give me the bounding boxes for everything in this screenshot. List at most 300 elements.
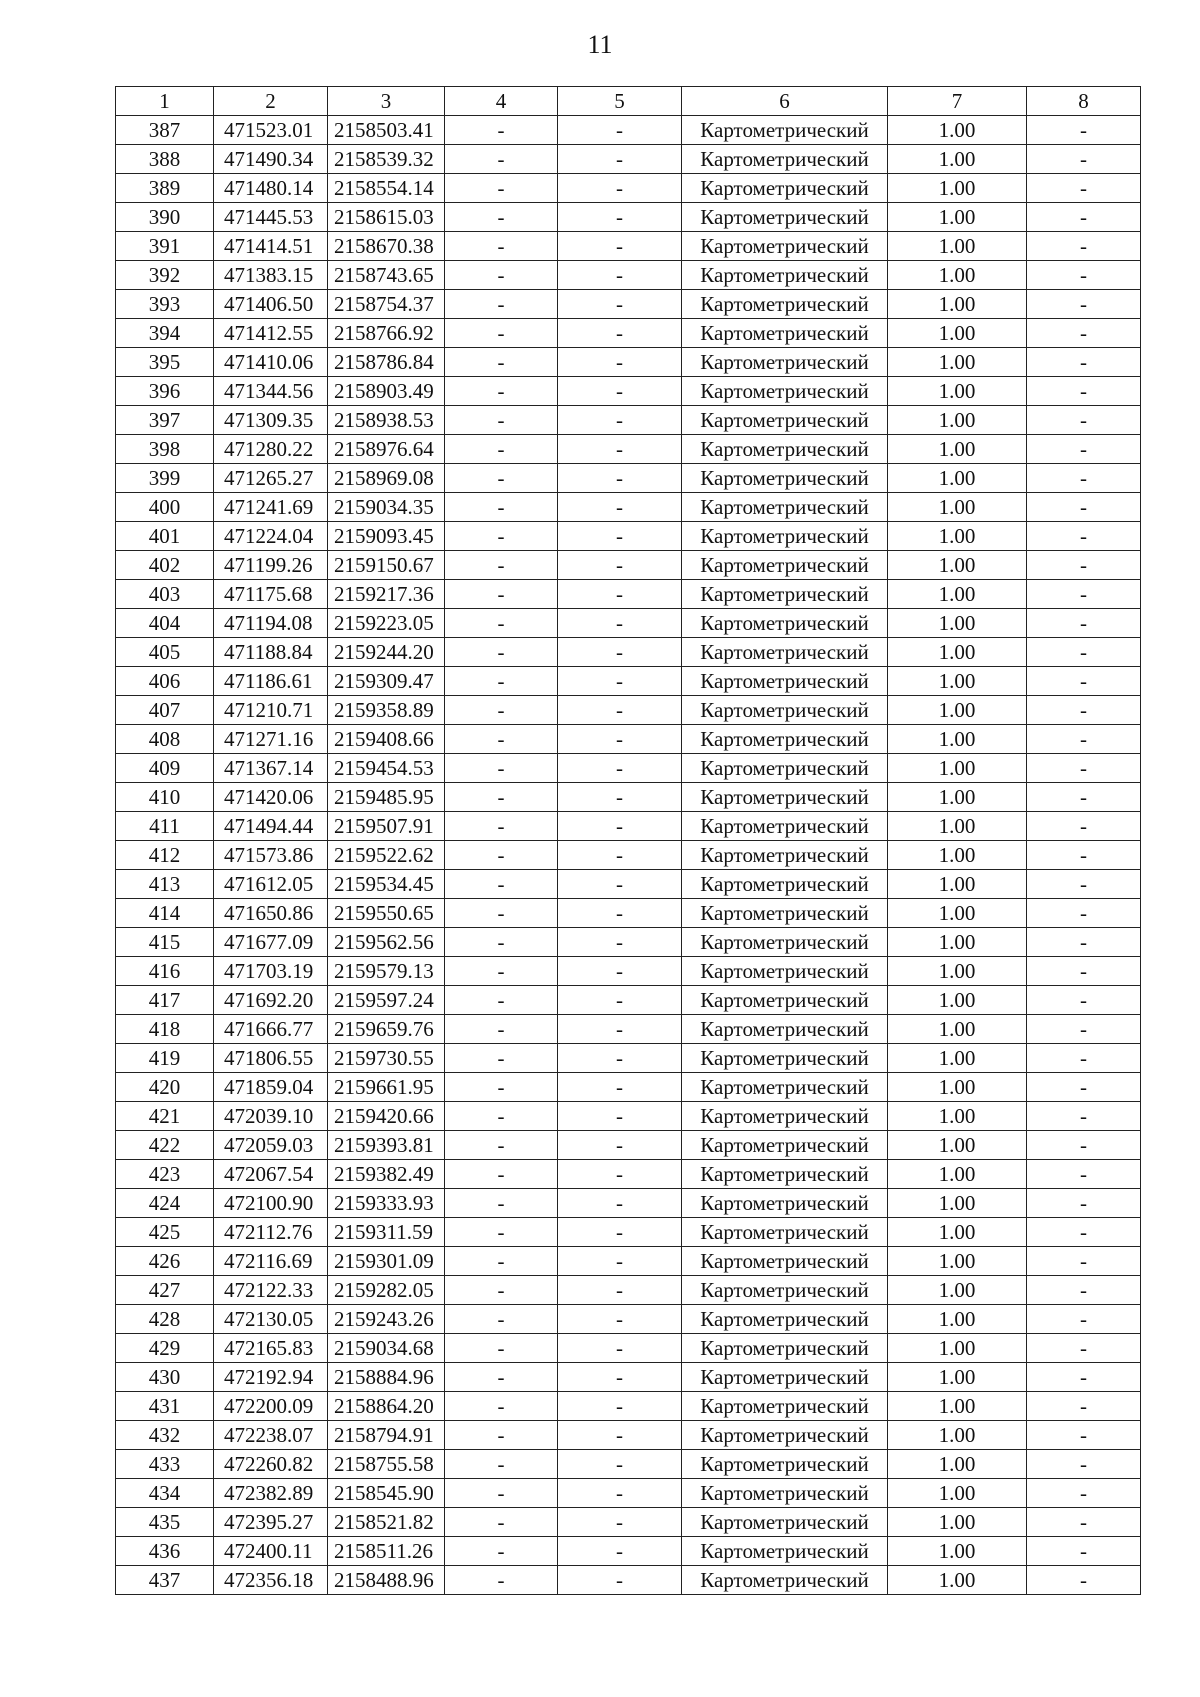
x-coordinate-cell: 471666.77 (214, 1015, 328, 1044)
col5-cell: - (558, 667, 682, 696)
col5-cell: - (558, 1537, 682, 1566)
col5-cell: - (558, 1102, 682, 1131)
col8-cell: - (1027, 1334, 1141, 1363)
col5-cell: - (558, 406, 682, 435)
accuracy-cell: 1.00 (888, 319, 1027, 348)
table-row (116, 1566, 1141, 1595)
col5-cell: - (558, 1334, 682, 1363)
x-coordinate-cell: 472238.07 (214, 1421, 328, 1450)
col4-cell: - (445, 1537, 558, 1566)
table-row (116, 580, 1141, 609)
table-row (116, 841, 1141, 870)
method-cell: Картометрический (682, 725, 888, 754)
col8-cell: - (1027, 1218, 1141, 1247)
col8-cell: - (1027, 841, 1141, 870)
y-coordinate-cell: 2159217.36 (328, 580, 445, 609)
col5-cell: - (558, 1218, 682, 1247)
accuracy-cell: 1.00 (888, 232, 1027, 261)
col4-cell: - (445, 1218, 558, 1247)
col4-cell: - (445, 1015, 558, 1044)
method-cell: Картометрический (682, 1044, 888, 1073)
x-coordinate-cell: 472112.76 (214, 1218, 328, 1247)
col8-cell: - (1027, 986, 1141, 1015)
point-number-cell: 388 (116, 145, 214, 174)
col4-cell: - (445, 1450, 558, 1479)
y-coordinate-cell: 2159522.62 (328, 841, 445, 870)
table-header (116, 87, 1141, 116)
header-cell: 5 (558, 87, 682, 116)
method-cell: Картометрический (682, 1189, 888, 1218)
accuracy-cell: 1.00 (888, 377, 1027, 406)
col4-cell: - (445, 1334, 558, 1363)
method-cell: Картометрический (682, 319, 888, 348)
method-cell: Картометрический (682, 1479, 888, 1508)
y-coordinate-cell: 2159150.67 (328, 551, 445, 580)
accuracy-cell: 1.00 (888, 1218, 1027, 1247)
y-coordinate-cell: 2158670.38 (328, 232, 445, 261)
point-number-cell: 437 (116, 1566, 214, 1595)
table-row (116, 754, 1141, 783)
col5-cell: - (558, 551, 682, 580)
col4-cell: - (445, 319, 558, 348)
method-cell: Картометрический (682, 1334, 888, 1363)
point-number-cell: 414 (116, 899, 214, 928)
accuracy-cell: 1.00 (888, 1508, 1027, 1537)
col4-cell: - (445, 261, 558, 290)
point-number-cell: 409 (116, 754, 214, 783)
point-number-cell: 411 (116, 812, 214, 841)
col8-cell: - (1027, 1508, 1141, 1537)
y-coordinate-cell: 2159034.68 (328, 1334, 445, 1363)
x-coordinate-cell: 472192.94 (214, 1363, 328, 1392)
col8-cell: - (1027, 435, 1141, 464)
y-coordinate-cell: 2159093.45 (328, 522, 445, 551)
col4-cell: - (445, 609, 558, 638)
method-cell: Картометрический (682, 928, 888, 957)
point-number-cell: 400 (116, 493, 214, 522)
col5-cell: - (558, 986, 682, 1015)
col8-cell: - (1027, 754, 1141, 783)
method-cell: Картометрический (682, 609, 888, 638)
y-coordinate-cell: 2158503.41 (328, 116, 445, 145)
point-number-cell: 408 (116, 725, 214, 754)
x-coordinate-cell: 471650.86 (214, 899, 328, 928)
col4-cell: - (445, 1421, 558, 1450)
accuracy-cell: 1.00 (888, 1479, 1027, 1508)
accuracy-cell: 1.00 (888, 1189, 1027, 1218)
accuracy-cell: 1.00 (888, 696, 1027, 725)
x-coordinate-cell: 471280.22 (214, 435, 328, 464)
col8-cell: - (1027, 1305, 1141, 1334)
accuracy-cell: 1.00 (888, 1334, 1027, 1363)
header-cell: 6 (682, 87, 888, 116)
col8-cell: - (1027, 1479, 1141, 1508)
col5-cell: - (558, 348, 682, 377)
accuracy-cell: 1.00 (888, 1363, 1027, 1392)
col5-cell: - (558, 1479, 682, 1508)
table-row (116, 348, 1141, 377)
y-coordinate-cell: 2158545.90 (328, 1479, 445, 1508)
point-number-cell: 421 (116, 1102, 214, 1131)
method-cell: Картометрический (682, 551, 888, 580)
table-row (116, 174, 1141, 203)
method-cell: Картометрический (682, 145, 888, 174)
col5-cell: - (558, 1247, 682, 1276)
col8-cell: - (1027, 580, 1141, 609)
col5-cell: - (558, 290, 682, 319)
method-cell: Картометрический (682, 638, 888, 667)
method-cell: Картометрический (682, 899, 888, 928)
col4-cell: - (445, 1566, 558, 1595)
col4-cell: - (445, 464, 558, 493)
x-coordinate-cell: 471224.04 (214, 522, 328, 551)
coordinates-table (115, 86, 1141, 1595)
x-coordinate-cell: 471210.71 (214, 696, 328, 725)
col5-cell: - (558, 870, 682, 899)
table-row (116, 1508, 1141, 1537)
x-coordinate-cell: 472382.89 (214, 1479, 328, 1508)
y-coordinate-cell: 2158976.64 (328, 435, 445, 464)
method-cell: Картометрический (682, 1363, 888, 1392)
col8-cell: - (1027, 928, 1141, 957)
col5-cell: - (558, 812, 682, 841)
col4-cell: - (445, 1189, 558, 1218)
accuracy-cell: 1.00 (888, 754, 1027, 783)
col8-cell: - (1027, 1102, 1141, 1131)
method-cell: Картометрический (682, 203, 888, 232)
table-row (116, 1363, 1141, 1392)
point-number-cell: 392 (116, 261, 214, 290)
accuracy-cell: 1.00 (888, 1392, 1027, 1421)
method-cell: Картометрический (682, 1392, 888, 1421)
y-coordinate-cell: 2158539.32 (328, 145, 445, 174)
col4-cell: - (445, 174, 558, 203)
col8-cell: - (1027, 957, 1141, 986)
point-number-cell: 394 (116, 319, 214, 348)
table-row (116, 464, 1141, 493)
table-row (116, 1276, 1141, 1305)
x-coordinate-cell: 471175.68 (214, 580, 328, 609)
col4-cell: - (445, 928, 558, 957)
accuracy-cell: 1.00 (888, 1450, 1027, 1479)
method-cell: Картометрический (682, 1276, 888, 1305)
col5-cell: - (558, 145, 682, 174)
accuracy-cell: 1.00 (888, 1421, 1027, 1450)
y-coordinate-cell: 2158743.65 (328, 261, 445, 290)
x-coordinate-cell: 471523.01 (214, 116, 328, 145)
y-coordinate-cell: 2159034.35 (328, 493, 445, 522)
col5-cell: - (558, 580, 682, 609)
point-number-cell: 406 (116, 667, 214, 696)
accuracy-cell: 1.00 (888, 1160, 1027, 1189)
accuracy-cell: 1.00 (888, 667, 1027, 696)
col8-cell: - (1027, 1044, 1141, 1073)
x-coordinate-cell: 471480.14 (214, 174, 328, 203)
accuracy-cell: 1.00 (888, 1131, 1027, 1160)
x-coordinate-cell: 472116.69 (214, 1247, 328, 1276)
method-cell: Картометрический (682, 1247, 888, 1276)
point-number-cell: 397 (116, 406, 214, 435)
col5-cell: - (558, 1160, 682, 1189)
point-number-cell: 398 (116, 435, 214, 464)
method-cell: Картометрический (682, 1537, 888, 1566)
col8-cell: - (1027, 1566, 1141, 1595)
accuracy-cell: 1.00 (888, 928, 1027, 957)
col4-cell: - (445, 435, 558, 464)
y-coordinate-cell: 2158864.20 (328, 1392, 445, 1421)
col5-cell: - (558, 754, 682, 783)
method-cell: Картометрический (682, 1015, 888, 1044)
col8-cell: - (1027, 1392, 1141, 1421)
accuracy-cell: 1.00 (888, 174, 1027, 203)
x-coordinate-cell: 471412.55 (214, 319, 328, 348)
col4-cell: - (445, 1044, 558, 1073)
header-cell: 3 (328, 87, 445, 116)
y-coordinate-cell: 2158755.58 (328, 1450, 445, 1479)
x-coordinate-cell: 472200.09 (214, 1392, 328, 1421)
col5-cell: - (558, 116, 682, 145)
col8-cell: - (1027, 261, 1141, 290)
point-number-cell: 436 (116, 1537, 214, 1566)
accuracy-cell: 1.00 (888, 261, 1027, 290)
method-cell: Картометрический (682, 522, 888, 551)
col8-cell: - (1027, 1363, 1141, 1392)
point-number-cell: 424 (116, 1189, 214, 1218)
col5-cell: - (558, 1566, 682, 1595)
table-row (116, 435, 1141, 464)
table-row (116, 696, 1141, 725)
y-coordinate-cell: 2159485.95 (328, 783, 445, 812)
y-coordinate-cell: 2159550.65 (328, 899, 445, 928)
col8-cell: - (1027, 174, 1141, 203)
point-number-cell: 430 (116, 1363, 214, 1392)
accuracy-cell: 1.00 (888, 116, 1027, 145)
point-number-cell: 391 (116, 232, 214, 261)
point-number-cell: 395 (116, 348, 214, 377)
method-cell: Картометрический (682, 493, 888, 522)
col4-cell: - (445, 116, 558, 145)
x-coordinate-cell: 471271.16 (214, 725, 328, 754)
point-number-cell: 417 (116, 986, 214, 1015)
y-coordinate-cell: 2159311.59 (328, 1218, 445, 1247)
method-cell: Картометрический (682, 1450, 888, 1479)
table-row (116, 1537, 1141, 1566)
col8-cell: - (1027, 348, 1141, 377)
x-coordinate-cell: 471859.04 (214, 1073, 328, 1102)
method-cell: Картометрический (682, 580, 888, 609)
col8-cell: - (1027, 493, 1141, 522)
method-cell: Картометрический (682, 1102, 888, 1131)
col5-cell: - (558, 1131, 682, 1160)
y-coordinate-cell: 2158754.37 (328, 290, 445, 319)
col4-cell: - (445, 1363, 558, 1392)
col8-cell: - (1027, 870, 1141, 899)
accuracy-cell: 1.00 (888, 841, 1027, 870)
table-row (116, 957, 1141, 986)
table-row (116, 406, 1141, 435)
col5-cell: - (558, 1392, 682, 1421)
point-number-cell: 433 (116, 1450, 214, 1479)
table-row (116, 1479, 1141, 1508)
table-row (116, 232, 1141, 261)
accuracy-cell: 1.00 (888, 1247, 1027, 1276)
table-row (116, 1421, 1141, 1450)
col5-cell: - (558, 1363, 682, 1392)
point-number-cell: 431 (116, 1392, 214, 1421)
accuracy-cell: 1.00 (888, 464, 1027, 493)
col4-cell: - (445, 899, 558, 928)
point-number-cell: 416 (116, 957, 214, 986)
col8-cell: - (1027, 464, 1141, 493)
point-number-cell: 435 (116, 1508, 214, 1537)
x-coordinate-cell: 471199.26 (214, 551, 328, 580)
accuracy-cell: 1.00 (888, 870, 1027, 899)
x-coordinate-cell: 471445.53 (214, 203, 328, 232)
x-coordinate-cell: 472059.03 (214, 1131, 328, 1160)
col5-cell: - (558, 1421, 682, 1450)
table-row (116, 203, 1141, 232)
x-coordinate-cell: 471806.55 (214, 1044, 328, 1073)
x-coordinate-cell: 472130.05 (214, 1305, 328, 1334)
col5-cell: - (558, 899, 682, 928)
point-number-cell: 401 (116, 522, 214, 551)
method-cell: Картометрический (682, 232, 888, 261)
col8-cell: - (1027, 667, 1141, 696)
col4-cell: - (445, 870, 558, 899)
point-number-cell: 404 (116, 609, 214, 638)
table-row (116, 1392, 1141, 1421)
col8-cell: - (1027, 319, 1141, 348)
method-cell: Картометрический (682, 1305, 888, 1334)
y-coordinate-cell: 2159358.89 (328, 696, 445, 725)
accuracy-cell: 1.00 (888, 1537, 1027, 1566)
point-number-cell: 426 (116, 1247, 214, 1276)
method-cell: Картометрический (682, 870, 888, 899)
accuracy-cell: 1.00 (888, 348, 1027, 377)
y-coordinate-cell: 2159659.76 (328, 1015, 445, 1044)
point-number-cell: 412 (116, 841, 214, 870)
col5-cell: - (558, 928, 682, 957)
x-coordinate-cell: 471265.27 (214, 464, 328, 493)
col5-cell: - (558, 638, 682, 667)
accuracy-cell: 1.00 (888, 986, 1027, 1015)
header-cell: 8 (1027, 87, 1141, 116)
table-row (116, 812, 1141, 841)
col5-cell: - (558, 493, 682, 522)
method-cell: Картометрический (682, 116, 888, 145)
col4-cell: - (445, 580, 558, 609)
point-number-cell: 403 (116, 580, 214, 609)
method-cell: Картометрический (682, 1508, 888, 1537)
x-coordinate-cell: 471494.44 (214, 812, 328, 841)
col8-cell: - (1027, 1131, 1141, 1160)
x-coordinate-cell: 472356.18 (214, 1566, 328, 1595)
y-coordinate-cell: 2159454.53 (328, 754, 445, 783)
col4-cell: - (445, 725, 558, 754)
col5-cell: - (558, 435, 682, 464)
col4-cell: - (445, 493, 558, 522)
col4-cell: - (445, 1102, 558, 1131)
y-coordinate-cell: 2158615.03 (328, 203, 445, 232)
col5-cell: - (558, 522, 682, 551)
accuracy-cell: 1.00 (888, 1073, 1027, 1102)
col5-cell: - (558, 261, 682, 290)
table-row (116, 116, 1141, 145)
point-number-cell: 434 (116, 1479, 214, 1508)
x-coordinate-cell: 471186.61 (214, 667, 328, 696)
accuracy-cell: 1.00 (888, 638, 1027, 667)
accuracy-cell: 1.00 (888, 290, 1027, 319)
col4-cell: - (445, 145, 558, 174)
table-row (116, 609, 1141, 638)
y-coordinate-cell: 2159282.05 (328, 1276, 445, 1305)
col5-cell: - (558, 464, 682, 493)
col5-cell: - (558, 725, 682, 754)
col8-cell: - (1027, 1537, 1141, 1566)
x-coordinate-cell: 471692.20 (214, 986, 328, 1015)
header-cell: 2 (214, 87, 328, 116)
col8-cell: - (1027, 812, 1141, 841)
x-coordinate-cell: 472122.33 (214, 1276, 328, 1305)
col8-cell: - (1027, 725, 1141, 754)
method-cell: Картометрический (682, 957, 888, 986)
y-coordinate-cell: 2159420.66 (328, 1102, 445, 1131)
method-cell: Картометрический (682, 1073, 888, 1102)
method-cell: Картометрический (682, 986, 888, 1015)
table-row (116, 899, 1141, 928)
col4-cell: - (445, 348, 558, 377)
point-number-cell: 413 (116, 870, 214, 899)
y-coordinate-cell: 2158903.49 (328, 377, 445, 406)
x-coordinate-cell: 471188.84 (214, 638, 328, 667)
y-coordinate-cell: 2159661.95 (328, 1073, 445, 1102)
accuracy-cell: 1.00 (888, 1276, 1027, 1305)
accuracy-cell: 1.00 (888, 551, 1027, 580)
y-coordinate-cell: 2158488.96 (328, 1566, 445, 1595)
x-coordinate-cell: 472165.83 (214, 1334, 328, 1363)
table-row (116, 928, 1141, 957)
x-coordinate-cell: 471677.09 (214, 928, 328, 957)
col4-cell: - (445, 986, 558, 1015)
y-coordinate-cell: 2159730.55 (328, 1044, 445, 1073)
col4-cell: - (445, 1131, 558, 1160)
x-coordinate-cell: 471406.50 (214, 290, 328, 319)
table-row (116, 1044, 1141, 1073)
y-coordinate-cell: 2159301.09 (328, 1247, 445, 1276)
col4-cell: - (445, 232, 558, 261)
col8-cell: - (1027, 1073, 1141, 1102)
col5-cell: - (558, 1015, 682, 1044)
y-coordinate-cell: 2158521.82 (328, 1508, 445, 1537)
accuracy-cell: 1.00 (888, 1102, 1027, 1131)
x-coordinate-cell: 471241.69 (214, 493, 328, 522)
accuracy-cell: 1.00 (888, 725, 1027, 754)
col8-cell: - (1027, 1247, 1141, 1276)
method-cell: Картометрический (682, 754, 888, 783)
y-coordinate-cell: 2158938.53 (328, 406, 445, 435)
x-coordinate-cell: 472400.11 (214, 1537, 328, 1566)
point-number-cell: 422 (116, 1131, 214, 1160)
method-cell: Картометрический (682, 812, 888, 841)
col8-cell: - (1027, 290, 1141, 319)
table-row (116, 1450, 1141, 1479)
col4-cell: - (445, 812, 558, 841)
y-coordinate-cell: 2159579.13 (328, 957, 445, 986)
point-number-cell: 390 (116, 203, 214, 232)
point-number-cell: 402 (116, 551, 214, 580)
col5-cell: - (558, 696, 682, 725)
accuracy-cell: 1.00 (888, 1566, 1027, 1595)
